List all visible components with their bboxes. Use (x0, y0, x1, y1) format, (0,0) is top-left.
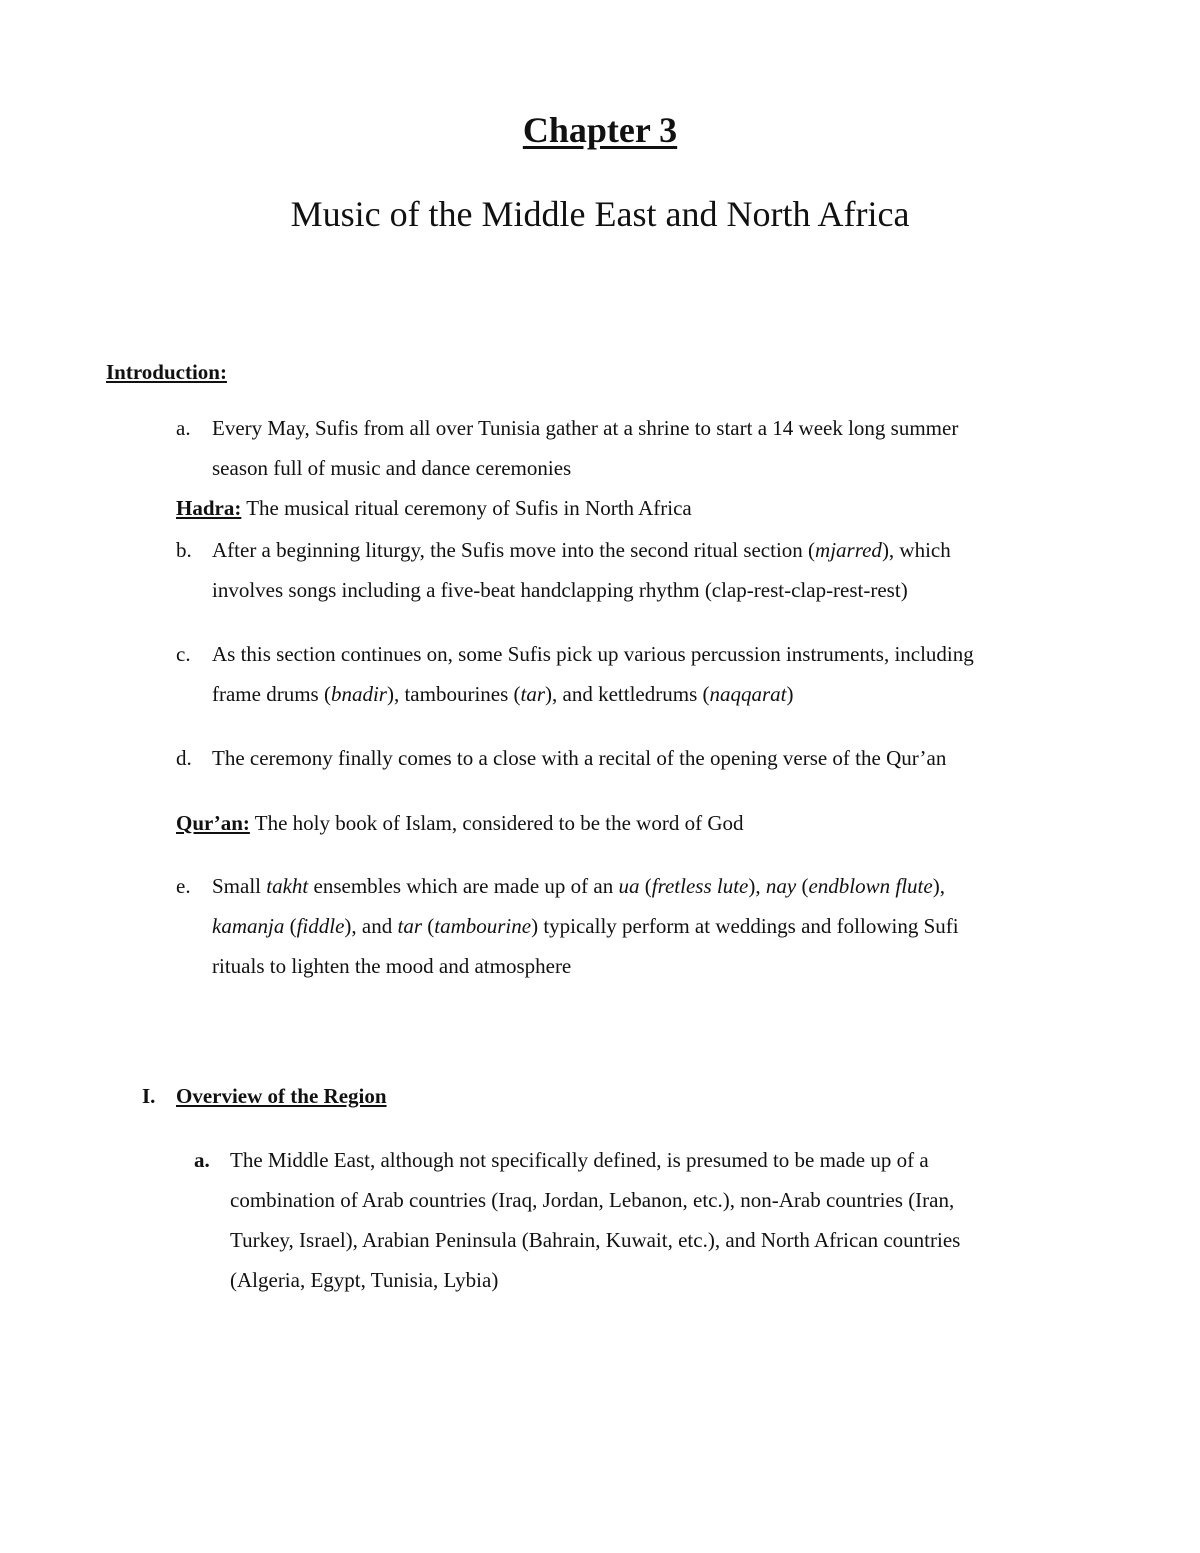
definition-hadra (176, 494, 692, 522)
text-run: ( (639, 874, 652, 898)
intro-item-b-text (212, 530, 951, 610)
text-line (212, 530, 951, 570)
text-line (212, 866, 959, 906)
list-marker: e. (176, 874, 191, 898)
italic-term: bnadir (330, 682, 387, 706)
term-quran: Qur’an: (176, 811, 250, 835)
list-marker: c. (176, 642, 191, 666)
chapter-subtitle: Music of the Middle East and North Africa (290, 194, 910, 234)
intro-item-c-text (212, 634, 974, 714)
text-line: involves songs including a five-beat handclapping rhythm (clap-rest-clap-rest-rest) (212, 578, 908, 602)
italic-term: mjarred (815, 538, 882, 562)
definition-quran (176, 809, 743, 837)
introduction-heading: Introduction: (106, 360, 227, 384)
intro-item-e-text (212, 866, 959, 986)
intro-item-a (176, 408, 1096, 488)
text-run: Small (212, 874, 267, 898)
text-line: rituals to lighten the mood and atmosphere (212, 954, 572, 978)
text-line: Turkey, Israel), Arabian Peninsula (Bahrain, Kuwait, etc.), and North African countries (230, 1228, 961, 1252)
text-run: ) typically perform at weddings and following Sufi (531, 914, 959, 938)
list-marker: b. (176, 538, 192, 562)
italic-term: takht (266, 874, 309, 898)
definition-text: The holy book of Islam, considered to be the word of God (249, 811, 744, 835)
text-run: After a beginning liturgy, the Sufis move into the second ritual section ( (212, 538, 816, 562)
italic-term: fretless lute (651, 874, 749, 898)
section-title: Overview of the Region (176, 1084, 387, 1108)
italic-term: kamanja (212, 914, 285, 938)
italic-term: endblown flute (808, 874, 933, 898)
text-run: ) (786, 682, 794, 706)
text-run: ), and kettledrums ( (545, 682, 710, 706)
text-run: ( (422, 914, 435, 938)
section-number: I. (142, 1084, 156, 1108)
text-run: ), which (881, 538, 951, 562)
text-run: ), (932, 874, 945, 898)
text-line: As this section continues on, some Sufis pick up various percussion instruments, including (212, 642, 974, 666)
italic-term: fiddle (296, 914, 345, 938)
text-run: ), (748, 874, 766, 898)
intro-item-a-text (212, 408, 958, 488)
text-run: ( (284, 914, 297, 938)
text-run: ensembles which are made up of an (308, 874, 619, 898)
overview-item-a-text (230, 1140, 960, 1300)
italic-term: tar (397, 914, 422, 938)
intro-item-b (176, 530, 1096, 610)
list-marker: a. (194, 1148, 210, 1172)
text-line: (Algeria, Egypt, Tunisia, Lybia) (230, 1268, 499, 1292)
definition-text: The musical ritual ceremony of Sufis in North Africa (241, 496, 692, 520)
text-line: The Middle East, although not specifically defined, is presumed to be made up of a (230, 1148, 929, 1172)
text-line: Every May, Sufis from all over Tunisia gather at a shrine to start a 14 week long summer (212, 416, 959, 440)
text-run: ( (796, 874, 809, 898)
text-run: ), tambourines ( (386, 682, 521, 706)
text-line (212, 906, 959, 946)
term-hadra: Hadra: (176, 496, 242, 520)
list-marker: a. (176, 416, 191, 440)
intro-item-e (176, 866, 1096, 986)
chapter-title: Chapter 3 (522, 110, 678, 150)
italic-term: tar (520, 682, 546, 706)
list-marker: d. (176, 746, 192, 770)
text-run: ), and (344, 914, 398, 938)
text-line: season full of music and dance ceremonies (212, 456, 572, 480)
text-run: frame drums ( (212, 682, 331, 706)
text-line (212, 674, 974, 714)
italic-term: ua (618, 874, 640, 898)
text-line: combination of Arab countries (Iraq, Jordan, Lebanon, etc.), non-Arab countries (Iran, (230, 1188, 955, 1212)
italic-term: naqqarat (709, 682, 787, 706)
overview-item-a (194, 1140, 1094, 1300)
intro-item-d-text: The ceremony finally comes to a close with a recital of the opening verse of the Qur’an (212, 746, 947, 770)
intro-item-d (176, 738, 1096, 778)
italic-term: nay (765, 874, 797, 898)
intro-item-c (176, 634, 1106, 714)
section-heading-overview (142, 1082, 387, 1110)
italic-term: tambourine (434, 914, 532, 938)
